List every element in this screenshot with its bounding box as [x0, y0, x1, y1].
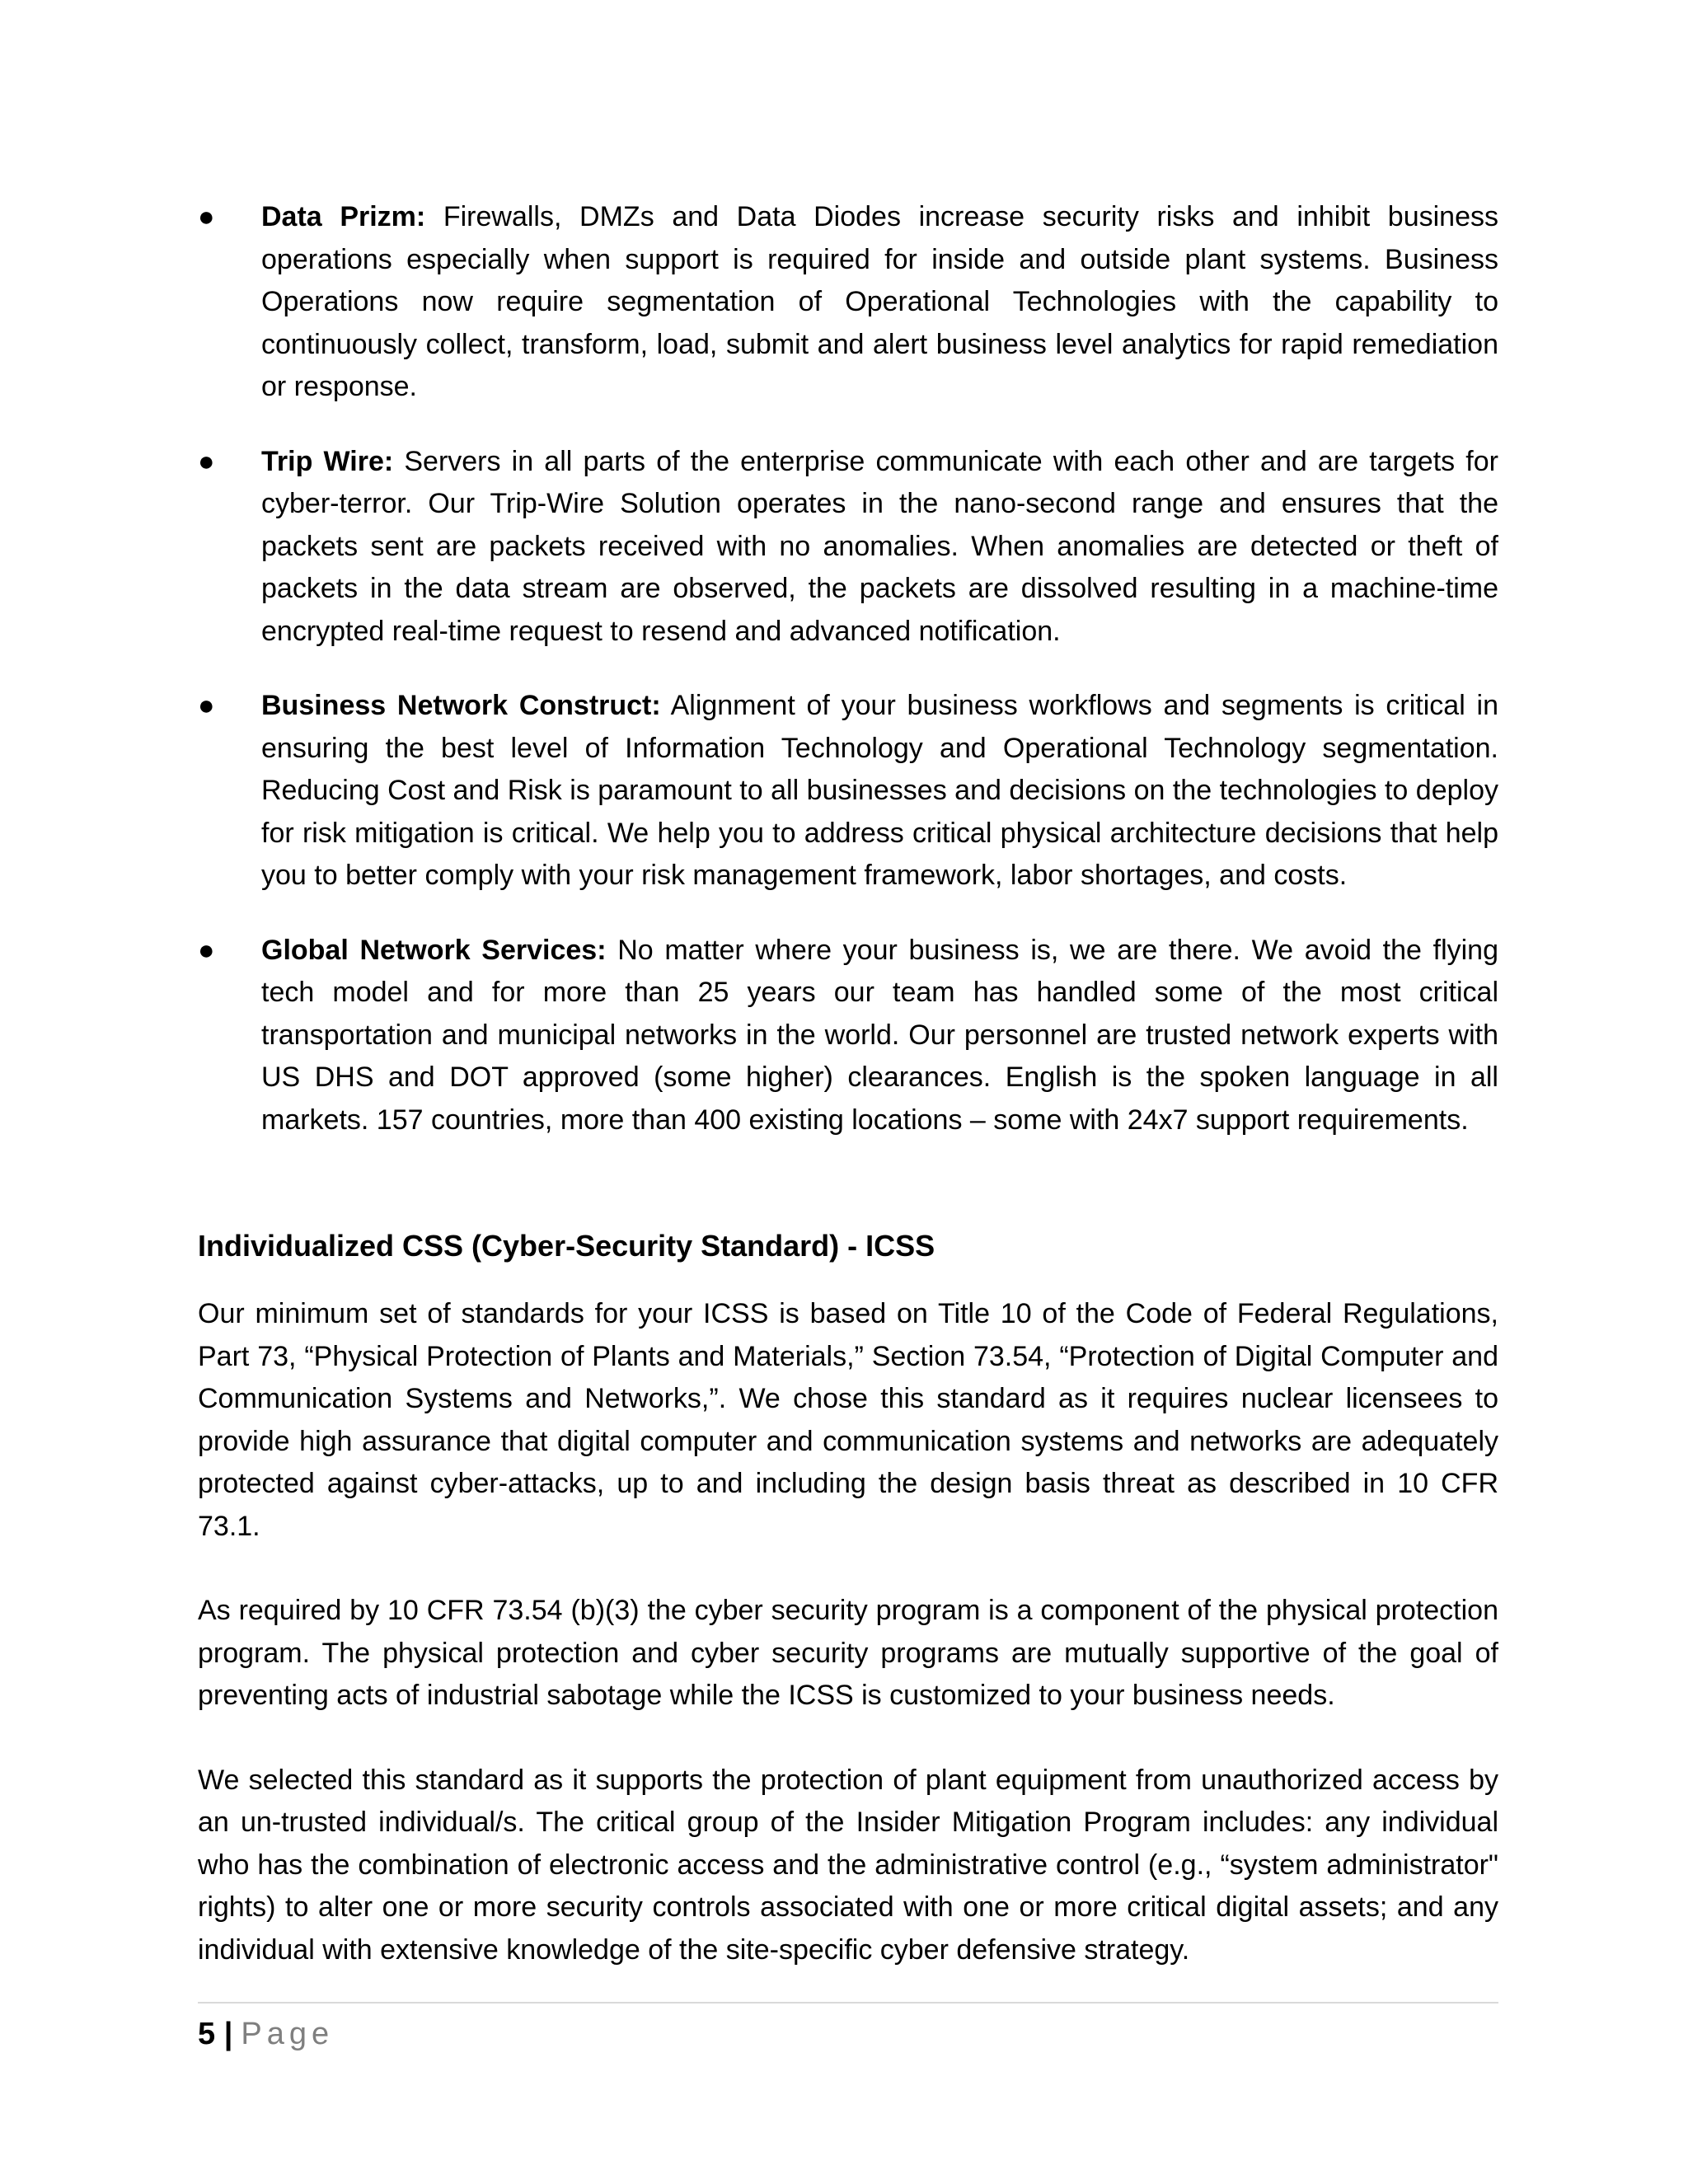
bullet-marker: ● — [198, 690, 215, 721]
bullet-marker: ● — [198, 445, 215, 477]
bullet-title: Global Network Services: — [261, 934, 607, 966]
bullet-text: Servers in all parts of the enterprise communicate with each other and are targets for cyber-terror. Our Trip-Wire Solution operates in the nano-second range and ensures that the packets sent are packets received with no anomalies. When anomalies are detected or theft of packets in the data stream are observed, the packets are dissolved resulting in a machine-time encrypted real-time request to resend and advanced notification. — [261, 445, 1498, 647]
bullet-item-trip-wire — [198, 441, 1498, 654]
bullet-text: Alignment of your business workflows and segments is critical in ensuring the best level of Information Technology and Operational Technology segmentation. Reducing Cost and Risk is paramount to all businesses and decisions on the technologies to deploy for risk mitigation is critical. We help you to address critical physical architecture decisions that help you to better comply with your risk management framework, labor shortages, and costs. — [261, 690, 1498, 891]
paragraph: Our minimum set of standards for your ICSS is based on Title 10 of the Code of Federal Regulations, Part 73, “Physical Protection of Plants and Materials,” Section 73.54, “Protection of Digital Computer and Communication Systems and Networks,”. We chose this standard as it requires nuclear licensees to provide high assurance that digital computer and communication systems and networks are adequately protected against cyber-attacks, up to and including the design basis threat as described in 10 CFR 73.1. — [198, 1298, 1498, 1542]
bullet-text: Firewalls, DMZs and Data Diodes increase security risks and inhibit business operations especially when support is required for inside and outside plant systems. Business Operations now require segmentation of Operational Technologies with the capability to continuously collect, transform, load, submit and alert business level analytics for rapid remediation or response. — [261, 201, 1498, 402]
bullet-text: No matter where your business is, we are there. We avoid the flying tech model and for more than 25 years our team has handled some of the most critical transportation and municipal networks in the world. Our personnel are trusted network experts with US DHS and DOT approved (some higher) clearances. English is the spoken language in all markets. 157 countries, more than 400 existing locations – some with 24x7 support requirements. — [261, 934, 1498, 1136]
bullet-title: Data Prizm: — [261, 201, 426, 232]
page-number: 5 — [198, 2017, 216, 2051]
page-footer — [198, 2002, 1498, 2055]
services-bullet-list — [198, 196, 1498, 1141]
bullet-title: Business Network Construct: — [261, 690, 661, 721]
bullet-item-data-prizm — [198, 196, 1498, 409]
page-label: Page — [241, 2017, 335, 2051]
bullet-item-global-network-services — [198, 930, 1498, 1142]
section-heading: Individualized CSS (Cyber-Security Standard) - ICSS — [198, 1229, 935, 1263]
document-page — [198, 196, 1498, 2013]
paragraph: As required by 10 CFR 73.54 (b)(3) the cyber security program is a component of the physical protection program. The physical protection and cyber security programs are mutually supportive of the goal of preventing acts of industrial sabotage while the ICSS is customized to your business needs. — [198, 1595, 1498, 1711]
bullet-item-business-network-construct — [198, 685, 1498, 898]
paragraph: We selected this standard as it supports the protection of plant equipment from unauthorized access by an un-trusted individual/s. The critical group of the Insider Mitigation Program includes: any individual who has the combination of electronic access and the administrative control (e.g., “system administrator" rights) to alter one or more security controls associated with one or more critical digital assets; and any individual with extensive knowledge of the site-specific cyber defensive strategy. — [198, 1764, 1498, 1966]
bullet-title: Trip Wire: — [261, 445, 394, 477]
bullet-marker: ● — [198, 201, 215, 232]
footer-separator: | — [223, 2017, 233, 2051]
bullet-marker: ● — [198, 934, 215, 966]
